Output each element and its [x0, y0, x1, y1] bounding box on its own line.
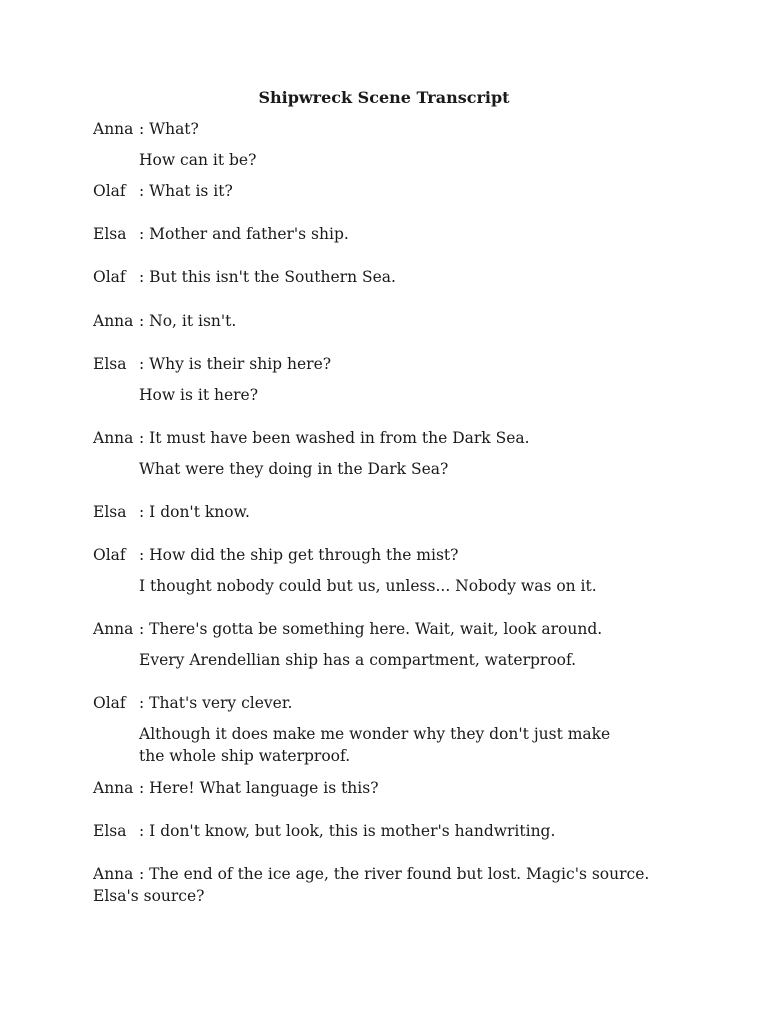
dialogue-line [93, 427, 683, 449]
dialogue-text: : There's gotta be something here. Wait, wait, look around. [139, 620, 603, 638]
dialogue-continuation: How is it here? [139, 386, 259, 404]
dialogue-line [93, 618, 683, 640]
dialogue-line [93, 501, 683, 523]
speaker-name: Elsa [93, 355, 127, 373]
dialogue-line [93, 544, 683, 566]
speaker-name: Anna [93, 429, 134, 447]
dialogue-line [93, 266, 683, 288]
dialogue-text: : How did the ship get through the mist? [139, 546, 459, 564]
speaker-name: Anna [93, 865, 134, 883]
dialogue-text: : The end of the ice age, the river found but lost. Magic's source. Elsa's source? [93, 865, 650, 905]
dialogue-text: : But this isn't the Southern Sea. [139, 268, 396, 286]
dialogue-text: : What is it? [139, 182, 233, 200]
dialogue-line [93, 180, 683, 202]
speaker-name: Anna [93, 312, 134, 330]
dialogue-continuation: I thought nobody could but us, unless... Nobody was on it. [139, 577, 597, 595]
dialogue-text: : Mother and father's ship. [139, 225, 349, 243]
dialogue-line [93, 777, 683, 799]
dialogue-text: : I don't know, but look, this is mother's handwriting. [139, 822, 556, 840]
speaker-name: Anna [93, 620, 134, 638]
speaker-name: Olaf [93, 546, 126, 564]
dialogue-text: : No, it isn't. [139, 312, 237, 330]
dialogue-continuation: How can it be? [139, 151, 257, 169]
dialogue-continuation: What were they doing in the Dark Sea? [139, 460, 449, 478]
dialogue-text: : Here! What language is this? [139, 779, 379, 797]
dialogue-line [93, 223, 683, 245]
dialogue-text: : I don't know. [139, 503, 250, 521]
dialogue-text: : Why is their ship here? [139, 355, 332, 373]
dialogue-line [93, 310, 683, 332]
dialogue-text: : That's very clever. [139, 694, 293, 712]
dialogue-line [93, 692, 683, 714]
speaker-name: Olaf [93, 694, 126, 712]
speaker-name: Olaf [93, 182, 126, 200]
dialogue-text: : It must have been washed in from the Dark Sea. [139, 429, 530, 447]
dialogue-line [93, 863, 683, 907]
dialogue-line [93, 820, 683, 842]
document-title: Shipwreck Scene Transcript [258, 88, 510, 107]
speaker-name: Anna [93, 779, 134, 797]
speaker-name: Elsa [93, 225, 127, 243]
dialogue-text: : What? [139, 120, 199, 138]
dialogue-continuation: Every Arendellian ship has a compartment, waterproof. [139, 651, 577, 669]
speaker-name: Olaf [93, 268, 126, 286]
speaker-name: Elsa [93, 503, 127, 521]
speaker-name: Anna [93, 120, 134, 138]
dialogue-line [93, 353, 683, 375]
dialogue-continuation: Although it does make me wonder why they don't just make the whole ship waterproof. [139, 725, 611, 765]
speaker-name: Elsa [93, 822, 127, 840]
dialogue-line [93, 118, 683, 140]
